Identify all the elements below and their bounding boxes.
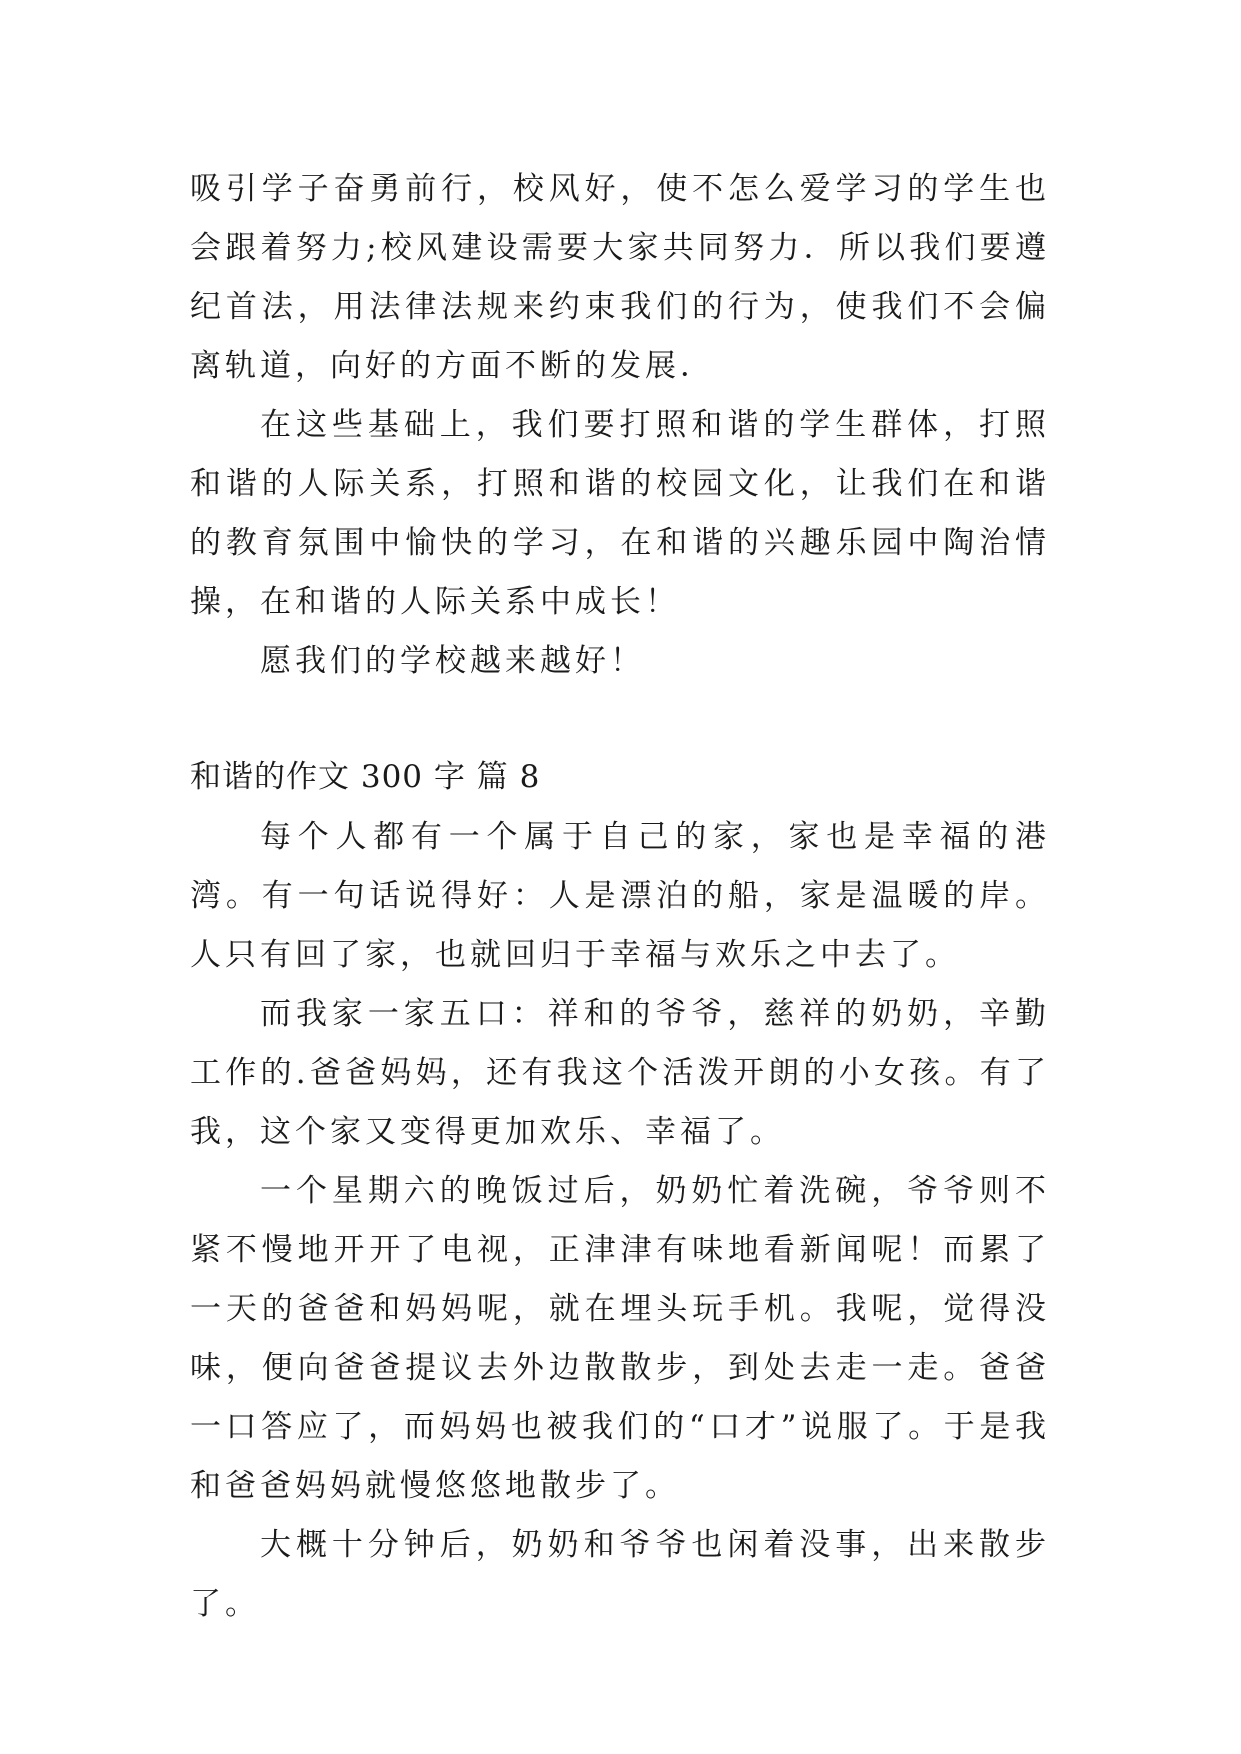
paragraph-ten-minutes-later: 大概十分钟后，奶奶和爷爷也闲着没事，出来散步了。 bbox=[190, 1527, 1050, 1622]
continued-essay-section bbox=[190, 160, 1050, 691]
article-title: 和谐的作文 300 字 篇 8 bbox=[190, 759, 541, 795]
paragraph-continued: 吸引学子奋勇前行，校风好，使不怎么爱学习的学生也会跟着努力;校风建设需要大家共同努力．所以我们要遵纪首法，用法律法规来约束我们的行为，使我们不会偏离轨道，向好的方面不断的发展． bbox=[190, 171, 1050, 384]
paragraph-saturday-evening: 一个星期六的晚饭过后，奶奶忙着洗碗，爷爷则不紧不慢地开开了电视，正津津有味地看新闻呢！而累了一天的爸爸和妈妈呢，就在埋头玩手机。我呢，觉得没味，便向爸爸提议去外边散散步，到处去走一走。爸爸一口答应了，而妈妈也被我们的“口才”说服了。于是我和爸爸妈妈就慢悠悠地散步了。 bbox=[190, 1173, 1050, 1504]
paragraph-family-harbor: 每个人都有一个属于自己的家，家也是幸福的港湾。有一句话说得好：人是漂泊的船，家是温暖的岸。人只有回了家，也就回归于幸福与欢乐之中去了。 bbox=[190, 819, 1050, 973]
paragraph-harmony-foundation: 在这些基础上，我们要打照和谐的学生群体，打照和谐的人际关系，打照和谐的校园文化，让我们在和谐的教育氛围中愉快的学习，在和谐的兴趣乐园中陶治情操，在和谐的人际关系中成长！ bbox=[190, 407, 1050, 620]
article-body bbox=[190, 808, 1050, 1634]
paragraph-wish: 愿我们的学校越来越好！ bbox=[260, 643, 645, 679]
paragraph-family-members: 而我家一家五口：祥和的爷爷，慈祥的奶奶，辛勤工作的.爸爸妈妈，还有我这个活泼开朗的小女孩。有了我，这个家又变得更加欢乐、幸福了。 bbox=[190, 996, 1050, 1150]
